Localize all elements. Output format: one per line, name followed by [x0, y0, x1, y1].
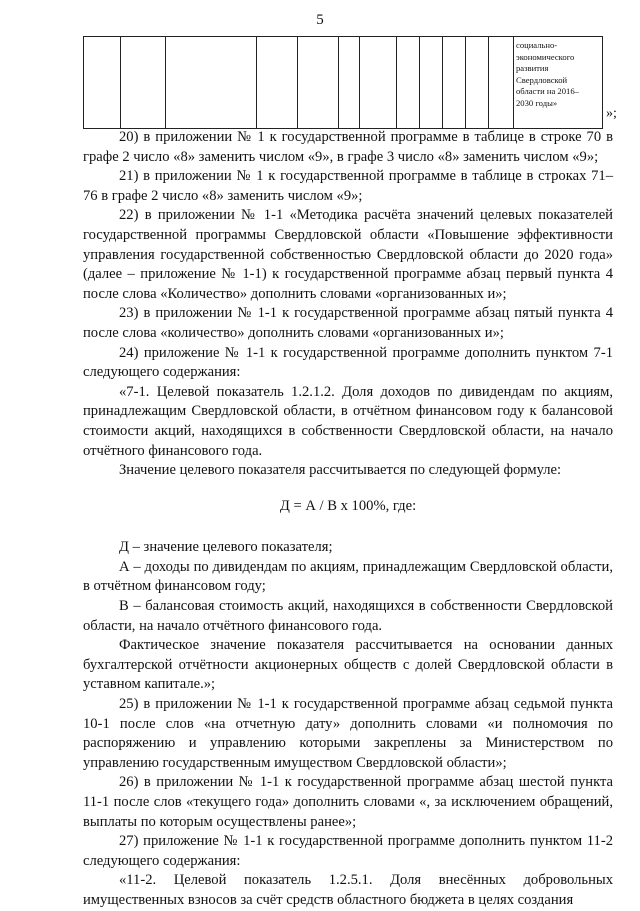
table-cell [339, 37, 360, 129]
paragraph: 24) приложение № 1-1 к государственной программе дополнить пунктом 7-1 следующего содержания: [83, 344, 613, 381]
table-closing-quote: »; [606, 106, 617, 121]
table-cell [443, 37, 466, 129]
paragraph: «11-2. Целевой показатель 1.2.5.1. Доля внесённых добровольных имущественных взносов за счёт средств областного бюджета в целях создания [83, 872, 613, 908]
paragraph: А – доходы по дивидендам по акциям, принадлежащим Свердловской области, в отчётном финансовом году; [83, 558, 613, 595]
paragraph: Фактическое значение показателя рассчитывается на основании данных бухгалтерской отчётности акционерных обществ с долей Свердловской области в уставном капитале.»; [83, 637, 613, 693]
table-cell [360, 37, 397, 129]
table-cell [420, 37, 443, 129]
paragraph: 20) в приложении № 1 к государственной программе в таблице в строке 70 в графе 2 число «8» заменить числом «9», в графе 3 число «8» заменить числом «9»; [83, 129, 613, 165]
continuation-table [83, 36, 603, 129]
table-cell [397, 37, 420, 129]
table-cell [298, 37, 339, 129]
cell-line: социально- [516, 40, 558, 50]
table-cell-program-title [514, 37, 603, 129]
paragraph: 21) в приложении № 1 к государственной программе в таблице в строках 71–76 в графе 2 число «8» заменить числом «9»; [83, 168, 613, 204]
document-body [83, 128, 613, 911]
table-cell [257, 37, 298, 129]
table-cell [84, 37, 121, 129]
formula: Д = А / В х 100%, где: [279, 497, 417, 514]
cell-line: 2030 годы» [516, 97, 558, 108]
paragraph: 27) приложение № 1-1 к государственной программе дополнить пунктом 11-2 следующего содержания: [83, 833, 613, 869]
cell-line: Свердловской [516, 74, 568, 85]
paragraph: «7-1. Целевой показатель 1.2.1.2. Доля доходов по дивидендам по акциям, принадлежащим Свердловской области, в отчётном финансовом году к балансовой стоимости акций, находящихся в собственности Свердловской области, на начало отчётного финансового года. [83, 383, 613, 459]
cell-line: развития [516, 63, 549, 74]
paragraph: Значение целевого показателя рассчитывается по следующей формуле: [119, 462, 562, 479]
cell-line: экономического [516, 51, 575, 62]
table-cell [166, 37, 257, 129]
paragraph: 26) в приложении № 1-1 к государственной программе абзац шестой пункта 11-1 после слов «текущего года» дополнить словами «, за исключением обращений, выплаты по которым осуществлены ранее»; [83, 774, 613, 830]
paragraph: 23) в приложении № 1-1 к государственной программе абзац пятый пункта 4 после слова «количество» дополнить словами «организованных и»; [83, 305, 613, 341]
paragraph: 25) в приложении № 1-1 к государственной программе абзац седьмой пункта 10-1 после слов «на отчетную дату» дополнить словами «и полномочия по распоряжению и управлению которыми закреплены за Министерством по управлению государственным имуществом Свердловской области»; [83, 696, 613, 771]
table-cell [121, 37, 166, 129]
paragraph: Д – значение целевого показателя; [119, 539, 333, 556]
table-row [84, 37, 603, 129]
page-number: 5 [316, 12, 324, 28]
paragraph: В – балансовая стоимость акций, находящихся в собственности Свердловской области, на начало отчётного финансового года. [83, 598, 613, 634]
table-cell [489, 37, 514, 129]
table-cell [466, 37, 489, 129]
paragraph: 22) в приложении № 1-1 «Методика расчёта значений целевых показателей государственной программы Свердловской области «Повышение эффективности управления государственной собственностью Свердловской области до 2020 года» (далее – приложение № 1-1) к государственной программе абзац первый пункта 4 после слова «Количество» дополнить словами «организованных и»; [83, 207, 613, 302]
cell-line: области на 2016– [516, 86, 579, 97]
